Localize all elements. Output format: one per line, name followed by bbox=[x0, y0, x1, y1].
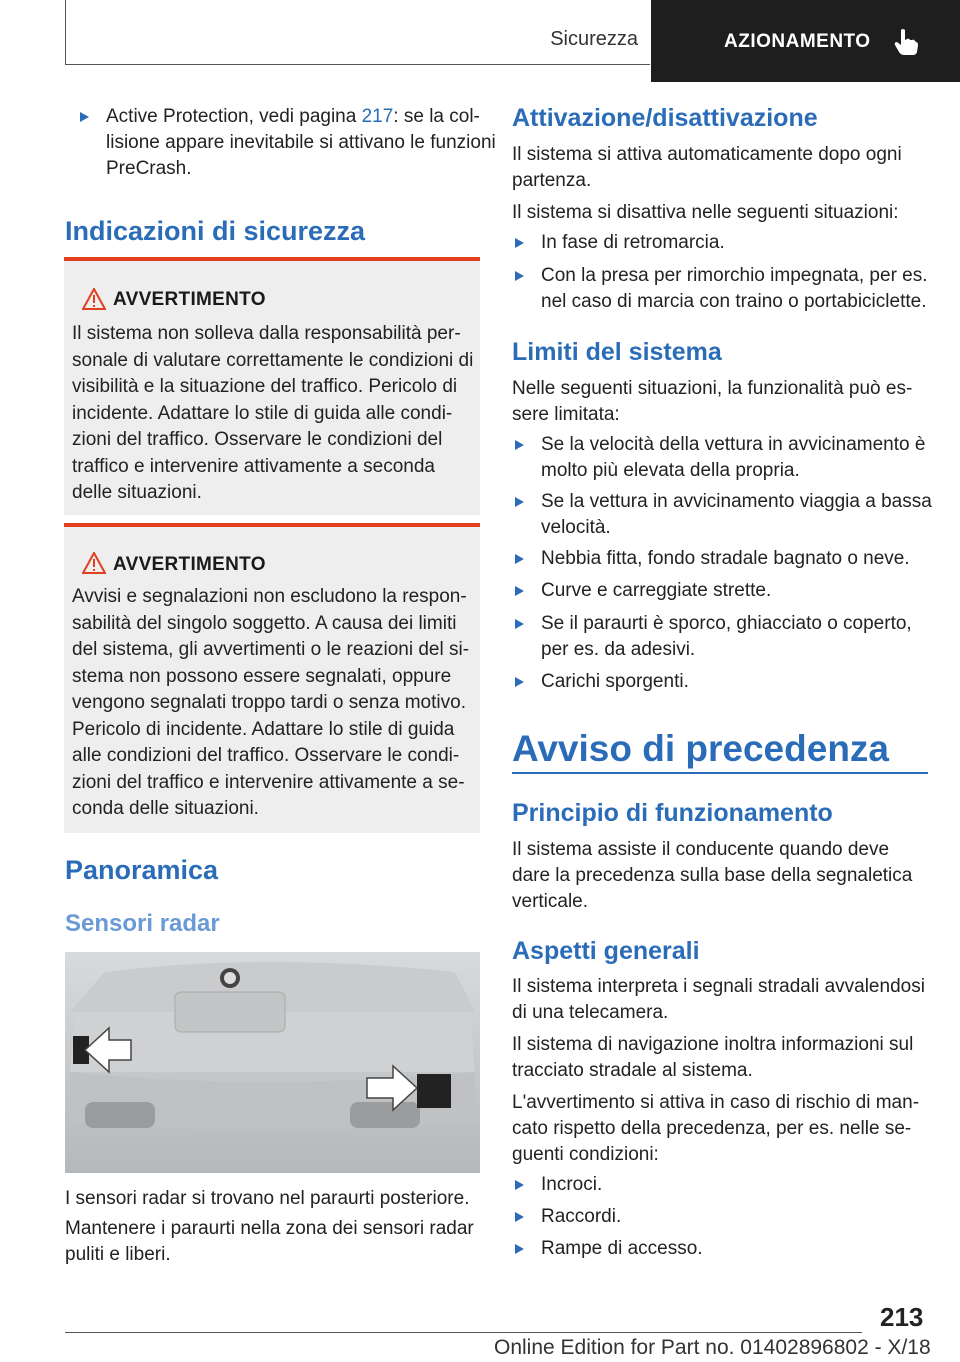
bullet-triangle-icon bbox=[515, 1244, 524, 1254]
car-rear-sensor-illustration bbox=[65, 952, 480, 1173]
chapter-heading-avviso: Avviso di precedenza bbox=[512, 728, 889, 769]
subheading-sensori-radar: Sensori radar bbox=[65, 910, 220, 937]
list-item: Raccordi. bbox=[515, 1204, 935, 1230]
page-link[interactable]: 217 bbox=[361, 106, 394, 127]
hand-pointer-icon bbox=[893, 28, 919, 56]
list-item: In fase di retromarcia. bbox=[515, 230, 935, 256]
list-item: Se la velocità della vettura in avvicinamento è molto più elevata della propria. bbox=[515, 432, 935, 484]
paragraph: partenza. bbox=[512, 170, 592, 191]
warning-title: AVVERTIMENTO bbox=[113, 554, 266, 575]
footer-rule bbox=[65, 1332, 862, 1333]
heading-principio: Principio di funzionamento bbox=[512, 799, 833, 827]
list-item: Se il paraurti è sporco, ghiacciato o coperto, per es. da adesivi. bbox=[515, 611, 935, 663]
list-item: Nebbia fitta, fondo stradale bagnato o neve. bbox=[515, 546, 935, 572]
warning-triangle-icon bbox=[82, 552, 106, 574]
heading-limiti: Limiti del sistema bbox=[512, 338, 722, 366]
list-item: Rampe di accesso. bbox=[515, 1236, 935, 1262]
paragraph: verticale. bbox=[512, 891, 589, 912]
bullet-triangle-icon bbox=[80, 112, 89, 122]
header-rule bbox=[65, 64, 650, 65]
warning-body: Avvisi e segnalazioni non escludono la respon- sabilità del singolo soggetto. A causa dei limiti del sistema, gli avvertimenti o le reazioni del si- stema non possono essere segnalati, oppure vengono segnalati troppo tardi o senza motivo. Pericolo di incidente. Adattare lo stile di guida alle condizioni del traffico. Osservare le condi- zioni del traffico e intervenire attivamente a se- conda delle situazioni. bbox=[72, 586, 470, 819]
list-item: Carichi sporgenti. bbox=[515, 669, 935, 695]
caption-text: Mantenere i paraurti nella zona dei sensori radar bbox=[65, 1218, 474, 1239]
bullet-triangle-icon bbox=[515, 619, 524, 629]
caption-text: puliti e liberi. bbox=[65, 1244, 171, 1265]
list-item: Se la vettura in avvicinamento viaggia a bassa velocità. bbox=[515, 489, 935, 541]
paragraph: L'avvertimento si attiva in caso di rischio di man- bbox=[512, 1092, 920, 1113]
warning-triangle-icon bbox=[82, 288, 106, 310]
warning-body: Il sistema non solleva dalla responsabilità per- sonale di valutare correttamente le condizioni di visibilità e la situazione del traffico. Pericolo di incidente. Adattare lo stile di guida alle condi- zioni del traffico. Osservare le condizioni del traffico e intervenire attivamente a seconda delle situazioni. bbox=[72, 323, 474, 503]
caption-text: I sensori radar si trovano nel paraurti posteriore. bbox=[65, 1188, 470, 1209]
bullet-triangle-icon bbox=[515, 1212, 524, 1222]
bullet-triangle-icon bbox=[515, 497, 524, 507]
paragraph: Il sistema di navigazione inoltra informazioni sul bbox=[512, 1034, 914, 1055]
footer-edition: Online Edition for Part no. 01402896802 - X/18 bbox=[494, 1336, 931, 1359]
paragraph: dare la precedenza sulla base della segnaletica bbox=[512, 865, 913, 886]
list-item: Curve e carreggiate strette. bbox=[515, 578, 935, 604]
heading-attivazione: Attivazione/disattivazione bbox=[512, 104, 818, 132]
paragraph: Nelle seguenti situazioni, la funzionalità può es- bbox=[512, 378, 913, 399]
bullet-triangle-icon bbox=[515, 238, 524, 248]
paragraph: di una telecamera. bbox=[512, 1002, 669, 1023]
paragraph: Il sistema si attiva automaticamente dopo ogni bbox=[512, 144, 902, 165]
paragraph: tracciato stradale al sistema. bbox=[512, 1060, 753, 1081]
bullet-triangle-icon bbox=[515, 677, 524, 687]
heading-aspetti: Aspetti generali bbox=[512, 937, 700, 965]
bullet-triangle-icon bbox=[515, 271, 524, 281]
warning-box bbox=[64, 257, 480, 515]
paragraph: sere limitata: bbox=[512, 404, 620, 425]
list-item: Active Protection, vedi pagina 217: se la col- lisione appare inevitabile si attivano le funzioni PreCrash. bbox=[80, 104, 480, 184]
chapter-tab-label: AZIONAMENTO bbox=[724, 31, 871, 52]
paragraph: Il sistema si disattiva nelle seguenti situazioni: bbox=[512, 202, 899, 223]
bullet-triangle-icon bbox=[515, 440, 524, 450]
header-divider bbox=[65, 0, 66, 64]
bullet-triangle-icon bbox=[515, 554, 524, 564]
paragraph: Il sistema assiste il conducente quando deve bbox=[512, 839, 890, 860]
bullet-triangle-icon bbox=[515, 586, 524, 596]
header-section-title: Sicurezza bbox=[550, 28, 638, 50]
bullet-triangle-icon bbox=[515, 1180, 524, 1190]
warning-title: AVVERTIMENTO bbox=[113, 289, 266, 310]
paragraph: cato rispetto della precedenza, per es. nelle se- bbox=[512, 1118, 912, 1139]
list-item: Incroci. bbox=[515, 1172, 935, 1198]
warning-box bbox=[64, 523, 480, 833]
list-item: Con la presa per rimorchio impegnata, per es. nel caso di marcia con traino o portabiciclette. bbox=[515, 263, 935, 315]
section-heading-sicurezza: Indicazioni di sicurezza bbox=[65, 216, 366, 246]
page-number: 213 bbox=[880, 1302, 924, 1332]
heading-underline bbox=[512, 772, 928, 774]
paragraph: Il sistema interpreta i segnali stradali avvalendosi bbox=[512, 976, 925, 997]
section-heading-panoramica: Panoramica bbox=[65, 855, 219, 885]
paragraph: guenti condizioni: bbox=[512, 1144, 659, 1165]
